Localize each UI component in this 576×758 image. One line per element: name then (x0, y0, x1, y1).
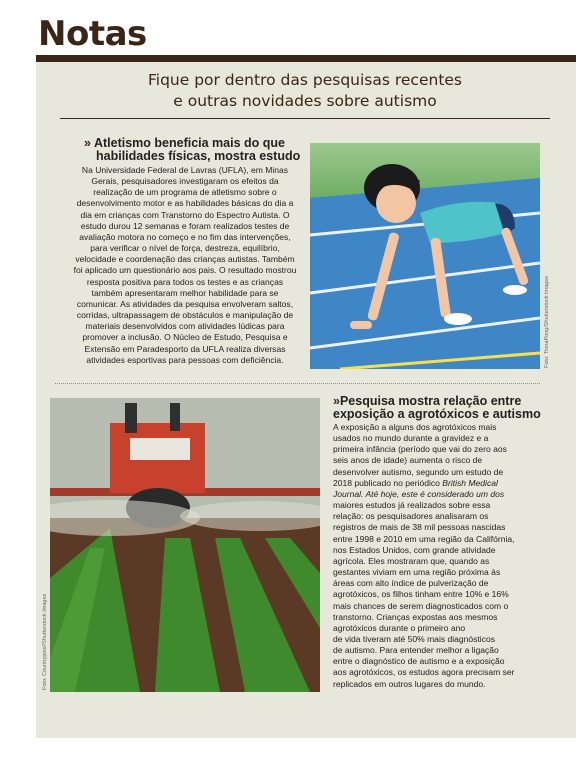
article2-photo-credit: Foto: Countrypixel/Shutterstock Images (42, 593, 48, 690)
article1-title-line1: Atletismo beneficia mais do que (93, 136, 285, 150)
body-line-text: 2018 publicado no periódico (333, 477, 443, 488)
body-line: replicados em outros lugares do mundo. (333, 678, 486, 689)
body-line: agrotóxicos durante o primeiro ano (333, 622, 466, 633)
child-running-photo (310, 143, 540, 369)
article1-title (84, 137, 306, 163)
crop-sprayer-photo (50, 398, 320, 692)
body-line: desenvolvimento motor e as habilidades básicas do dia a (76, 198, 294, 209)
body-line: também apresentaram melhor habilidade para se (91, 287, 279, 298)
body-line: relação: os pesquisadores analisaram os (333, 511, 489, 522)
header-bar (36, 55, 576, 62)
body-line: Na Universidade Federal de Lavras (UFLA), em Minas (81, 165, 289, 175)
body-line: agrotóxicos, os filhos tinham entre 10% e 16% (333, 589, 509, 600)
article2-title-line2: exposição a agrotóxicos e autismo (333, 407, 541, 421)
body-line: desenvolver autismo, segundo um estudo de (333, 466, 504, 477)
body-line: avaliação motora no começo e no fim das intervenções, (79, 231, 291, 242)
body-line: usados no mundo durante a gravidez e a (333, 433, 489, 444)
body-line: Extensão em Paradesporto da UFLA realiza diversas (84, 343, 286, 354)
section-title: Notas (38, 14, 147, 54)
body-line: resposta positiva para todos os testes e as crianças (86, 276, 284, 287)
chevron-icon: » (333, 394, 340, 408)
body-line: de vida tiveram até 50% mais diagnósticos (333, 633, 495, 644)
body-line: materiais desenvolvidos com atividades lúdicas para (85, 321, 285, 332)
body-line: agrícola. Eles mostraram que, quando as (333, 555, 490, 566)
body-line: mais chances de serem diagnosticados com o (333, 600, 509, 611)
section-divider (55, 383, 540, 384)
subtitle-divider (60, 118, 550, 119)
body-line: comunicar. As atividades da pesquisa envolveram saltos, (76, 298, 294, 309)
body-line (333, 478, 563, 489)
body-line: A exposição a alguns dos agrotóxicos mais (333, 422, 497, 432)
article1-photo-credit: Foto: TinnaPong/Shutterstock Images (544, 275, 550, 368)
article1-title-line2: habilidades físicas, mostra estudo (96, 149, 301, 163)
article1-body (62, 165, 308, 366)
body-line: primeira infância (período que vai do zero aos (333, 444, 507, 455)
body-line: Gerais, pesquisadores investigaram os efeitos da (91, 176, 279, 187)
body-line: de autismo. Para entender melhor a ligação (333, 645, 499, 656)
body-line: seis anos de idade) aumenta o risco de (333, 455, 483, 466)
body-line: realização de um programa de atletismo sobre o (93, 187, 277, 198)
body-line: atividades esportivas para pessoas com deficiência. (86, 354, 284, 365)
body-line (333, 489, 563, 500)
body-line: promover a inclusão. O Núcleo de Estudo, Pesquisa e (82, 332, 288, 343)
body-line: transtorno. Crianças expostas aos mesmos (333, 611, 498, 622)
body-line: maiores estudos já realizados sobre essa (333, 500, 491, 511)
crop-sprayer-illustration (50, 398, 320, 692)
subtitle-line-1: Fique por dentro das pesquisas recentes (147, 71, 463, 89)
body-line: dia em crianças com Transtorno do Espectro Autista. O (80, 209, 290, 220)
body-line: aos agrotóxicos, os estudos agora precisam ser (333, 667, 515, 678)
body-line: nos Estados Unidos, com grande atividade (333, 544, 496, 555)
body-line: entre 1998 e 2010 em uma região da Califórnia, (333, 533, 515, 544)
article2-title-line1: Pesquisa mostra relação entre (339, 394, 522, 408)
body-line: registros de mais de 38 mil pessoas nascidas (333, 522, 506, 533)
chevron-icon: » (84, 136, 91, 150)
journal-name: British Medical (442, 477, 498, 488)
body-line: estudo durou 12 semanas e foram realizados testes de (80, 220, 290, 231)
body-line: entre o diagnóstico de autismo e a exposição (333, 656, 505, 667)
article2-body (333, 422, 563, 690)
journal-name-cont: Journal. Até hoje, este é considerado um dos (333, 488, 505, 499)
body-line: foi aplicado um questionário aos pais. O resultado mostrou (73, 265, 297, 276)
body-line: corridas, ultrapassagem de obstáculos e manipulação de (76, 310, 294, 321)
child-running-illustration (310, 143, 540, 369)
body-line: para verificar o nível de força, destreza, equilíbrio, (90, 243, 280, 254)
page-subtitle (60, 70, 550, 112)
subtitle-line-2: e outras novidades sobre autismo (173, 92, 437, 110)
body-line: áreas com alto índice de pulverização de (333, 578, 489, 589)
body-line: velocidade e coordenação das crianças autistas. Também (75, 254, 295, 265)
article2-title (333, 395, 563, 421)
body-line: gestantes viviam em uma região próxima às (333, 567, 501, 578)
